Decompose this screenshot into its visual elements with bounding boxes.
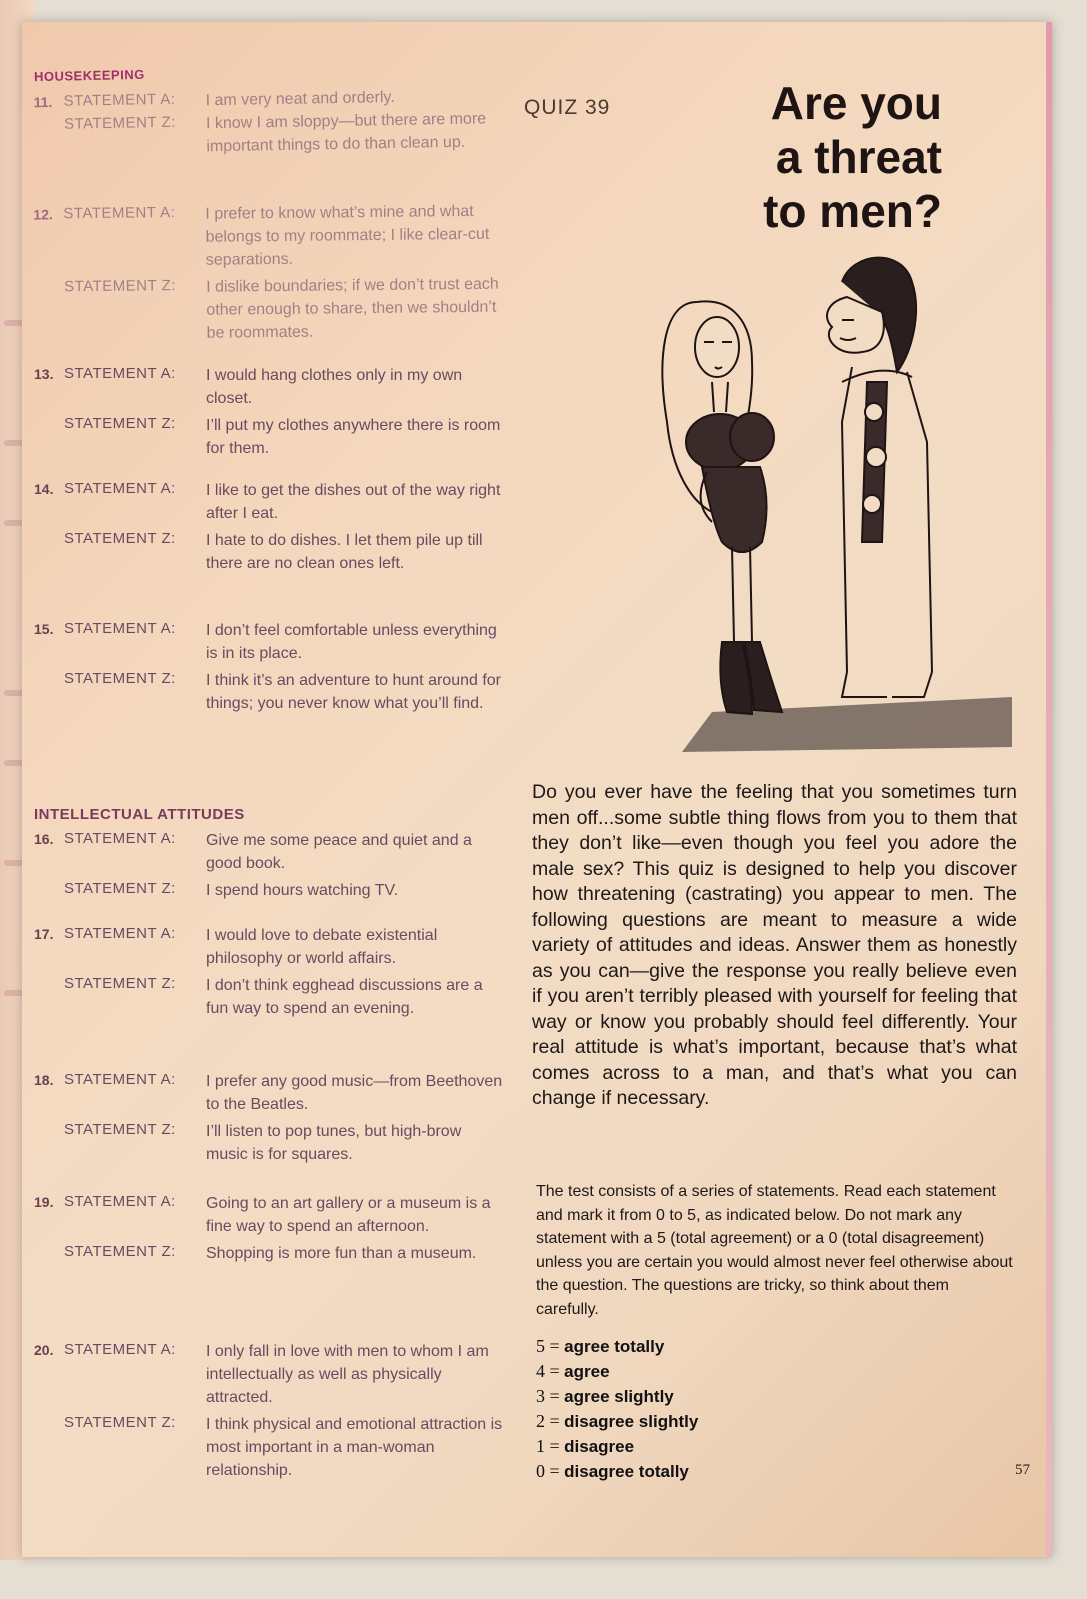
scale-label: agree xyxy=(564,1362,610,1381)
scale-row xyxy=(536,1409,698,1434)
question-number: 19. xyxy=(34,1194,54,1210)
statement-a-text: I don’t feel comfortable unless everything is in its place. xyxy=(206,622,497,662)
quiz-introduction: Do you ever have the feeling that you sometimes turn men off...some subtle thing flows from you to them that they don’t like—even though you feel you adore the male sex? This quiz is designed to help you discover how threatening (castrating) you appear to men. The following questions are meant to measure a wide variety of attitudes and ideas. Answer them as honestly as you can—give the response you really believe even if you aren’t terribly pleased with yourself for feeling that way or know you probably should feel differently. Your real attitude is what’s important, because that’s what comes across to a man, and that’s what you can change if necessary. xyxy=(532,781,1017,1109)
statement-z-label: STATEMENT Z: xyxy=(64,530,176,547)
couple-illustration xyxy=(642,242,1012,762)
question-number: 14. xyxy=(34,481,54,497)
scale-label: disagree xyxy=(564,1437,635,1456)
scale-label: agree totally xyxy=(564,1337,665,1356)
scale-label: agree slightly xyxy=(564,1387,674,1406)
statement-z-text: I know I am sloppy—but there are more important things to do than clean up. xyxy=(205,110,487,156)
scale-score: 0 = xyxy=(536,1461,560,1481)
statement-z-text: I hate to do dishes. I let them pile up till there are no clean ones left. xyxy=(206,532,483,572)
scale-row xyxy=(536,1334,698,1359)
scale-row xyxy=(536,1359,698,1384)
statement-a-text: I only fall in love with men to whom I am intellectually as well as physically attracted. xyxy=(206,1343,489,1406)
rating-scale xyxy=(536,1334,698,1484)
statement-z-text: I dislike boundaries; if we don’t trust each other enough to share, then we shouldn’t be roommates. xyxy=(206,275,499,342)
title-line-2: a threat xyxy=(775,131,942,183)
statement-a-text: I would hang clothes only in my own closet. xyxy=(206,367,463,407)
question-number: 11. xyxy=(33,93,53,111)
statement-z-text: I think it’s an adventure to hunt around for things; you never know what you’ll find. xyxy=(206,672,502,712)
scale-score: 1 = xyxy=(536,1436,560,1456)
scale-label: disagree slightly xyxy=(564,1412,699,1431)
scale-score: 2 = xyxy=(536,1411,560,1431)
section-heading-housekeeping: HOUSEKEEPING xyxy=(33,66,145,85)
question-number: 13. xyxy=(34,366,54,382)
statement-z-label: STATEMENT Z: xyxy=(64,1121,176,1138)
question-19 xyxy=(34,1192,524,1265)
question-13 xyxy=(34,364,524,460)
scale-row xyxy=(536,1384,698,1409)
title-line-3: to men? xyxy=(763,185,942,237)
quiz-instructions: The test consists of a series of statements. Read each statement and mark it from 0 to 5, as indicated below. Do not mark any statement with a 5 (total agreement) or a 0 (total disagreement) unless you are certain you would almost never feel otherwise about the question. The questions are tricky, so think about them carefully. xyxy=(536,1183,1013,1318)
page-edge xyxy=(1046,22,1052,1557)
statement-a-label: STATEMENT A: xyxy=(64,1341,176,1358)
quiz-number: QUIZ 39 xyxy=(524,96,611,119)
question-20 xyxy=(34,1340,524,1482)
statement-a-label: STATEMENT A: xyxy=(64,1071,176,1088)
woman-figure xyxy=(662,301,782,714)
magazine-page xyxy=(22,22,1052,1557)
statement-a-text: I like to get the dishes out of the way right after I eat. xyxy=(206,482,501,522)
quiz-title xyxy=(642,76,942,238)
scale-label: disagree totally xyxy=(564,1462,689,1481)
question-16 xyxy=(34,829,524,902)
statement-z-label: STATEMENT Z: xyxy=(64,670,176,687)
page-number: 57 xyxy=(1015,1462,1030,1478)
statement-z-text: Shopping is more fun than a museum. xyxy=(206,1245,477,1262)
statement-z-text: I spend hours watching TV. xyxy=(206,882,399,899)
title-line-1: Are you xyxy=(770,77,942,129)
statement-a-label: STATEMENT A: xyxy=(64,620,176,637)
statement-z-text: I’ll listen to pop tunes, but high-brow music is for squares. xyxy=(206,1123,462,1163)
question-15 xyxy=(34,619,524,715)
question-number: 17. xyxy=(34,926,54,942)
question-12 xyxy=(33,199,524,346)
statement-z-label: STATEMENT Z: xyxy=(64,415,176,432)
statement-a-text: I am very neat and orderly. xyxy=(205,88,395,110)
statement-a-label: STATEMENT A: xyxy=(64,925,176,942)
statement-a-label: STATEMENT A: xyxy=(64,1193,176,1210)
question-11 xyxy=(33,84,524,162)
statement-z-label: STATEMENT Z: xyxy=(64,1414,176,1431)
statement-z-label: STATEMENT Z: xyxy=(64,277,177,296)
statement-a-text: I prefer any good music—from Beethoven to the Beatles. xyxy=(206,1073,503,1113)
statement-a-label: STATEMENT A: xyxy=(63,90,176,110)
statement-a-label: STATEMENT A: xyxy=(64,365,176,382)
question-number: 20. xyxy=(34,1342,54,1358)
scale-score: 4 = xyxy=(536,1361,560,1381)
scale-row xyxy=(536,1459,698,1484)
statement-z-text: I’ll put my clothes anywhere there is room for them. xyxy=(206,417,501,457)
statement-a-label: STATEMENT A: xyxy=(64,830,176,847)
statement-a-text: Going to an art gallery or a museum is a fine way to spend an afternoon. xyxy=(206,1195,491,1235)
man-figure xyxy=(827,258,932,697)
statement-a-text: I would love to debate existential philosophy or world affairs. xyxy=(206,927,438,967)
statement-z-label: STATEMENT Z: xyxy=(64,975,176,992)
question-number: 12. xyxy=(33,206,53,223)
statement-z-label: STATEMENT Z: xyxy=(64,1243,176,1260)
question-number: 18. xyxy=(34,1072,54,1088)
statement-a-text: Give me some peace and quiet and a good book. xyxy=(206,832,472,872)
statement-z-text: I think physical and emotional attraction is most important in a man-woman relationship. xyxy=(206,1416,503,1479)
statement-z-text: I don’t think egghead discussions are a fun way to spend an evening. xyxy=(206,977,483,1017)
scale-score: 5 = xyxy=(536,1336,560,1356)
statement-a-text: I prefer to know what’s mine and what belongs to my roommate; I like clear-cut separations. xyxy=(205,202,490,269)
section-heading-intellectual-attitudes: INTELLECTUAL ATTITUDES xyxy=(34,806,245,823)
statement-z-label: STATEMENT Z: xyxy=(64,880,176,897)
statement-a-label: STATEMENT A: xyxy=(64,480,176,497)
question-18 xyxy=(34,1070,524,1166)
question-number: 15. xyxy=(34,621,54,637)
statement-z-label: STATEMENT Z: xyxy=(63,113,176,133)
question-14 xyxy=(34,479,524,575)
scale-score: 3 = xyxy=(536,1386,560,1406)
scale-row xyxy=(536,1434,698,1459)
question-17 xyxy=(34,924,524,1020)
statement-a-label: STATEMENT A: xyxy=(63,204,176,223)
question-number: 16. xyxy=(34,831,54,847)
